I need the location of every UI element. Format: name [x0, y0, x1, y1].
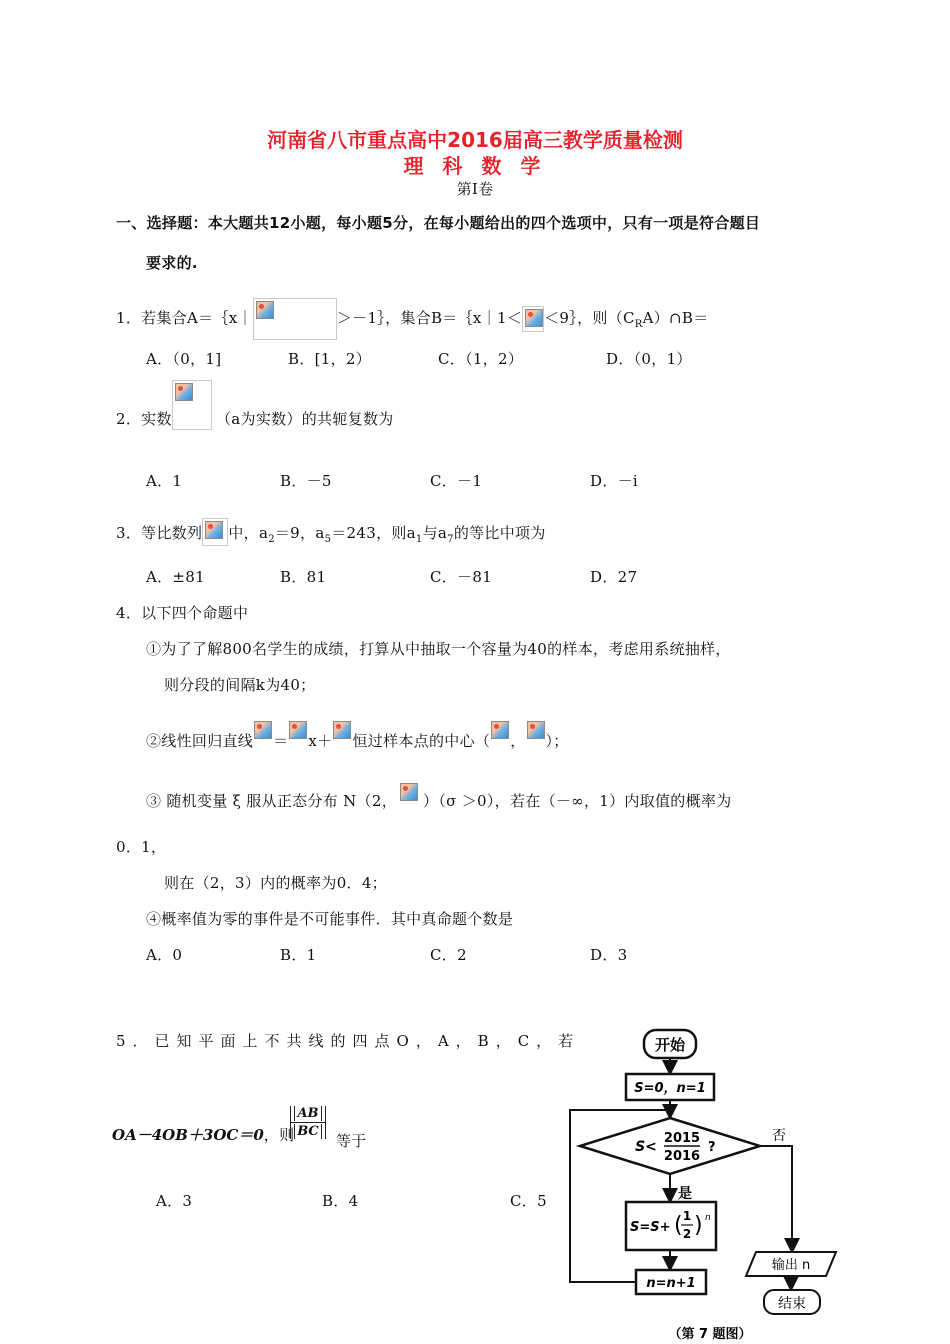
vector-equation: OA－4OB＋3OC＝0，则: [112, 1126, 295, 1144]
end-label: 结束: [778, 1296, 806, 1312]
proposition-3: ③ 随机变量 ξ 服从正态分布 N（2， ）（σ ＞0），若在（－∞，1）内取值的概率为: [146, 782, 732, 811]
question-2-image: [172, 380, 212, 430]
condition-prefix: S<: [635, 1139, 657, 1155]
output-label: 输出 n: [771, 1258, 811, 1273]
svg-text:): ): [694, 1213, 703, 1238]
q5-option-a: A．3: [156, 1192, 193, 1210]
svg-text:(: (: [674, 1213, 683, 1238]
yes-label: 是: [678, 1186, 692, 1202]
q5-option-b: B．4: [322, 1192, 359, 1210]
q3-option-a: A．±81: [146, 568, 205, 586]
section-heading-cont: 要求的.: [146, 254, 198, 272]
paper-subject: 理 科 数 学: [403, 154, 547, 178]
section-heading: 一、选择题：本大题共12小题，每小题5分，在每小题给出的四个选项中，只有一项是符合题目: [116, 214, 761, 232]
condition-numerator: 2015: [663, 1131, 701, 1146]
q1-option-d: D．（0，1）: [606, 350, 692, 368]
update-prefix: S=S+: [630, 1220, 671, 1235]
q3-option-d: D．27: [590, 568, 638, 586]
q2-option-c: C．－1: [430, 472, 483, 490]
q2-option-d: D．－i: [590, 472, 639, 490]
proposition-4: ④概率值为零的事件是不可能事件．其中真命题个数是: [146, 910, 514, 928]
update-exponent: n: [705, 1213, 711, 1223]
proposition-2: ②线性回归直线 ＝ x＋ 恒过样本点的中心（ ， ）；: [146, 720, 569, 751]
q3-option-c: C．－81: [430, 568, 493, 586]
vector-ratio: AB BC: [290, 1106, 326, 1139]
q1-option-a: A．（0，1]: [146, 350, 222, 368]
init-label: S=0，n=1: [634, 1081, 706, 1096]
condition-denominator: 2016: [663, 1149, 701, 1164]
figure-caption: （第 7 题图）: [668, 1327, 752, 1342]
q4-option-d: D．3: [590, 946, 628, 964]
broken-image-icon: [522, 306, 544, 332]
start-label: 开始: [654, 1036, 686, 1054]
q1-option-c: C．（1，2）: [438, 350, 524, 368]
q2-option-b: B．－5: [280, 472, 332, 490]
broken-image-icon: [490, 720, 510, 748]
q5-option-c: C．5: [510, 1192, 547, 1210]
flowchart: [560, 1022, 850, 1344]
broken-image-icon: [202, 518, 228, 546]
update-denominator: 2: [682, 1227, 692, 1241]
q4-option-c: C．2: [430, 946, 467, 964]
broken-image-icon: [172, 380, 212, 430]
q4-option-b: B．1: [280, 946, 317, 964]
broken-image-icon: [526, 720, 546, 748]
question-2: 2．实数: [116, 410, 172, 428]
q3-option-b: B．81: [280, 568, 327, 586]
question-1: 1．若集合A＝｛x｜ ＞－1｝，集合B＝｛x｜1＜ ＜9｝，则$(C_RA)\cap B=$: [116, 298, 709, 340]
question-4: 4．以下四个命题中: [116, 604, 249, 622]
paper-volume: 第Ⅰ卷: [456, 180, 494, 198]
proposition-3-cont2: 则在（2，3）内的概率为0．4；: [164, 874, 387, 892]
proposition-3-cont: 0．1，: [116, 838, 167, 856]
question-2-rest: （a为实数）的共轭复数为: [216, 410, 394, 428]
broken-image-icon: [332, 720, 352, 748]
q2-option-a: A．1: [146, 472, 183, 490]
condition-question: ?: [708, 1140, 716, 1155]
q4-option-a: A．0: [146, 946, 183, 964]
question-3: 3．等比数列 中，$a_2=9$，$a_5=243$，则$a_1$与$a_7$的等比中项为: [116, 518, 546, 546]
broken-image-icon: [253, 720, 273, 748]
paper-title: 河南省八市重点高中2016届高三教学质量检测: [267, 128, 683, 152]
q1-option-b: B．[1，2）: [288, 350, 372, 368]
broken-image-icon: [253, 298, 337, 340]
proposition-1-cont: 则分段的间隔k为40；: [164, 676, 316, 694]
broken-image-icon: [397, 782, 423, 810]
proposition-1: ①为了了解800名学生的成绩，打算从中抽取一个容量为40的样本，考虑用系统抽样，: [146, 640, 731, 658]
question-5-rest: 等于: [336, 1132, 367, 1150]
no-label: 否: [772, 1128, 786, 1144]
update-numerator: 1: [682, 1209, 692, 1223]
question-5: 5．已知平面上不共线的四点O，A，B，C，若: [116, 1032, 581, 1050]
increment-label: n=n+1: [646, 1276, 696, 1291]
broken-image-icon: [288, 720, 308, 748]
